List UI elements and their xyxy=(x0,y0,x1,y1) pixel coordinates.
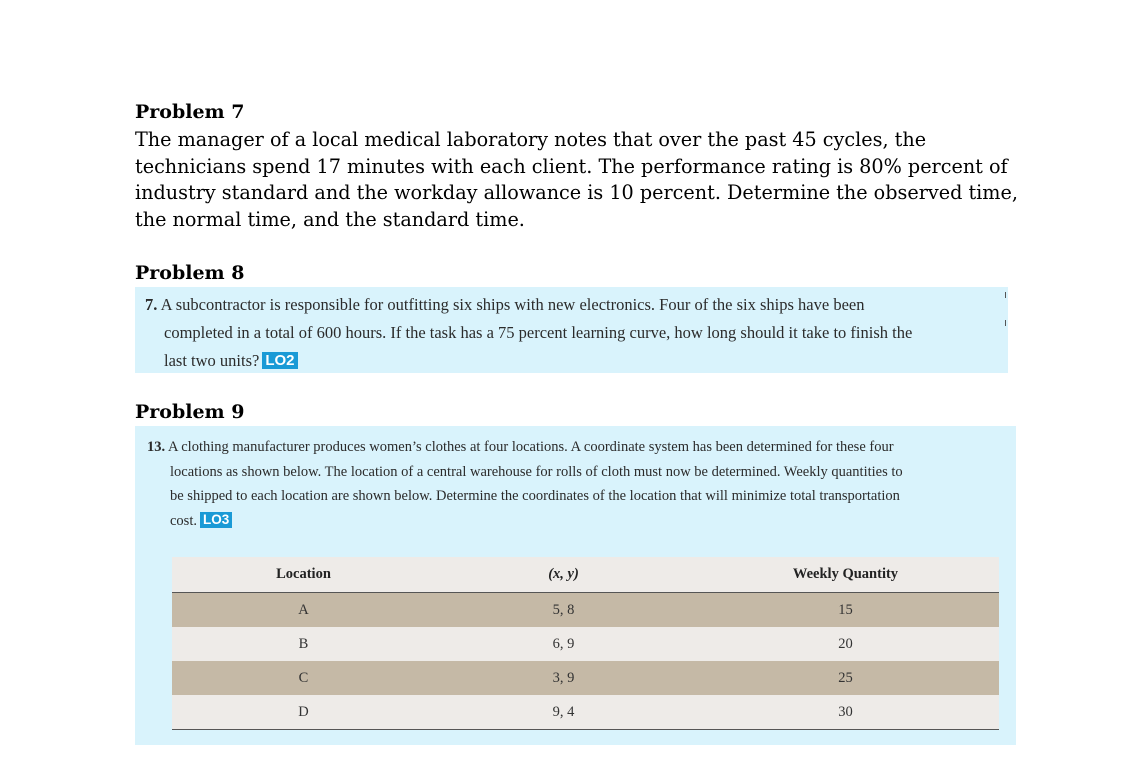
cell-quantity: 15 xyxy=(692,593,999,628)
problem-7-text xyxy=(135,127,1035,233)
table-row xyxy=(172,661,999,695)
question-number: 13. xyxy=(147,439,166,455)
problem-7-heading: Problem 7 xyxy=(135,101,245,123)
table-row xyxy=(172,695,999,730)
problem-7-line: The manager of a local medical laboratory notes that over the past 45 cycles, the xyxy=(135,128,927,151)
question-number: 7. xyxy=(145,295,158,314)
table-row xyxy=(172,593,999,628)
cell-quantity: 30 xyxy=(692,695,999,730)
cell-location: B xyxy=(172,627,435,661)
problem-8-heading: Problem 8 xyxy=(135,262,245,284)
problem-8-last-line xyxy=(145,347,1005,375)
cell-quantity: 25 xyxy=(692,661,999,695)
problem-9-heading: Problem 9 xyxy=(135,401,245,423)
header-weekly-quantity: Weekly Quantity xyxy=(692,557,999,593)
cell-location: C xyxy=(172,661,435,695)
problem-9-line: be shipped to each location are shown below. Determine the coordinates of the location that will minimize total transportation xyxy=(170,488,900,504)
location-table xyxy=(172,557,999,730)
problem-8-excerpt xyxy=(135,287,1008,373)
cell-quantity: 20 xyxy=(692,627,999,661)
problem-9-last-line xyxy=(147,509,1005,534)
problem-9-line: locations as shown below. The location of a central warehouse for rolls of cloth must now be determined. Weekly quantities to xyxy=(170,463,903,480)
problem-8-line: last two units? xyxy=(164,351,260,370)
margin-mark xyxy=(1005,320,1006,326)
problem-9-question xyxy=(147,435,1005,533)
problem-8-question xyxy=(145,291,1005,375)
problem-8-line: A subcontractor is responsible for outfitting six ships with new electronics. Four of the six ships have been xyxy=(160,295,865,314)
table-row xyxy=(172,627,999,661)
learning-objective-badge: LO3 xyxy=(200,512,232,528)
header-coordinates: (x, y) xyxy=(435,557,692,593)
problem-7-line: technicians spend 17 minutes with each client. The performance rating is 80% percent of xyxy=(135,154,1008,178)
problem-7-line: industry standard and the workday allowance is 10 percent. Determine the observed time, xyxy=(135,181,1018,204)
cell-coordinates: 9, 4 xyxy=(435,695,692,730)
cell-coordinates: 6, 9 xyxy=(435,627,692,661)
problem-9-line: A clothing manufacturer produces women’s clothes at four locations. A coordinate system has been determined for these four xyxy=(167,439,894,455)
problem-9-line: cost. xyxy=(170,512,197,529)
cell-location: A xyxy=(172,593,435,628)
header-location: Location xyxy=(172,557,435,593)
problem-7-line: the normal time, and the standard time. xyxy=(135,207,525,231)
cell-coordinates: 5, 8 xyxy=(435,593,692,628)
learning-objective-badge: LO2 xyxy=(262,352,297,369)
margin-mark xyxy=(1005,292,1006,298)
table-header-row xyxy=(172,557,999,593)
cell-location: D xyxy=(172,695,435,730)
cell-coordinates: 3, 9 xyxy=(435,661,692,695)
problem-8-line: completed in a total of 600 hours. If the task has a 75 percent learning curve, how long should it take to finish the xyxy=(164,323,913,342)
